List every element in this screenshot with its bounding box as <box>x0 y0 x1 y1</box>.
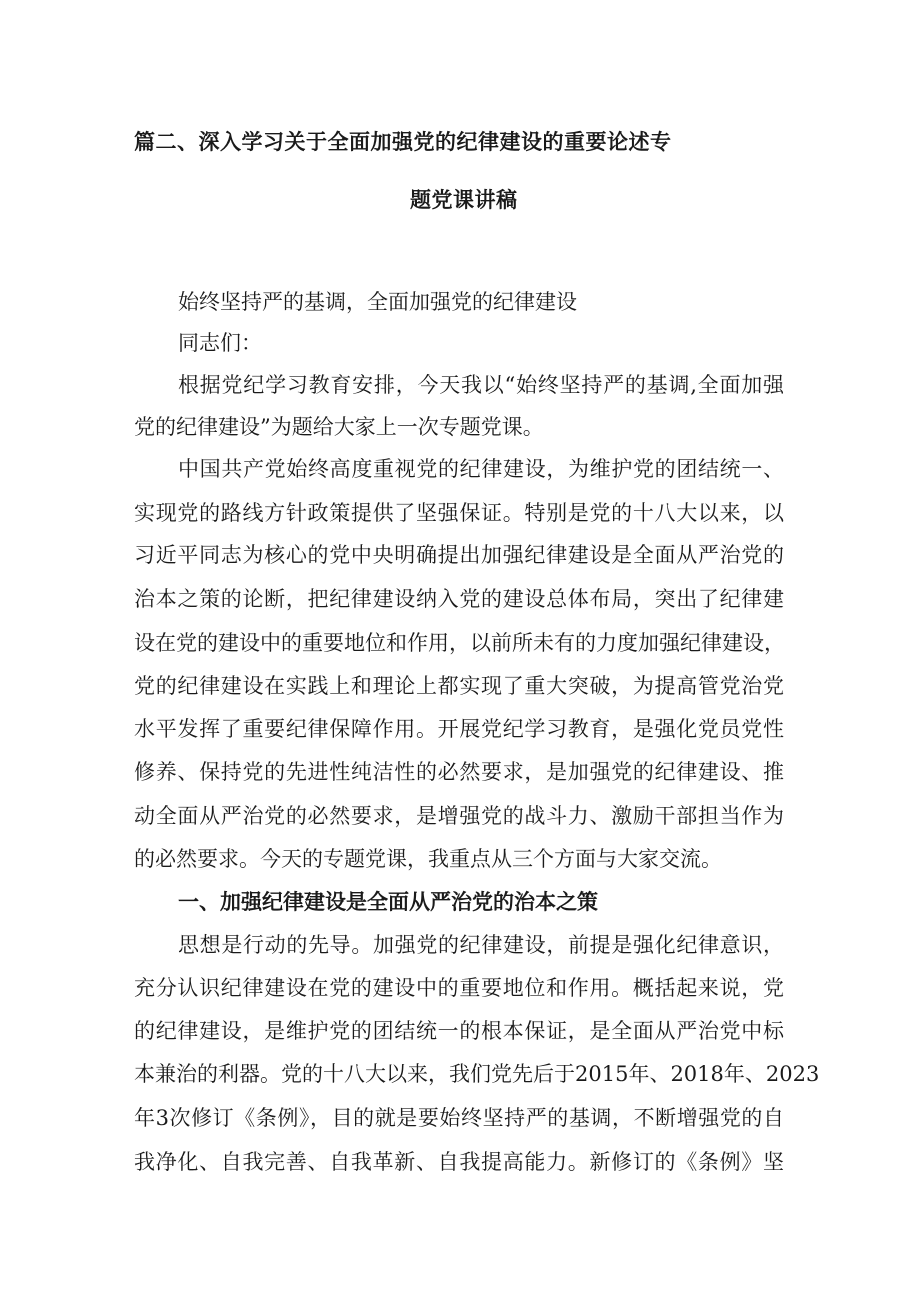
paragraph-line: 设在党的建设中的重要地位和作用，以前所未有的力度加强纪律建设， <box>134 631 785 655</box>
paragraph-line: 中国共产党始终高度重视党的纪律建设，为维护党的团结统一、 <box>178 457 784 481</box>
paragraph-line: 动全面从严治党的必然要求，是增强党的战斗力、激励干部担当作为 <box>134 804 784 828</box>
document-title-line-2: 题党课讲稿 <box>410 188 518 212</box>
salutation: 同志们： <box>178 331 262 355</box>
paragraph-line: 充分认识纪律建设在党的建设中的重要地位和作用。概括起来说，党 <box>134 976 784 1000</box>
paragraph-line: 思想是行动的先导。加强党的纪律建设，前提是强化纪律意识， <box>178 933 784 957</box>
document-title-line-1: 篇二、深入学习关于全面加强党的纪律建设的重要论述专 <box>134 130 672 154</box>
paragraph-line: 实现党的路线方针政策提供了坚强保证。特别是党的十八大以来，以 <box>134 501 784 525</box>
paragraph-line: 的纪律建设，是维护党的团结统一的根本保证，是全面从严治党中标 <box>134 1019 784 1043</box>
section-heading: 一、加强纪律建设是全面从严治党的治本之策 <box>178 890 598 914</box>
paragraph-line: 治本之策的论断，把纪律建设纳入党的建设总体布局，突出了纪律建 <box>134 587 784 611</box>
paragraph-line: 党的纪律建设”为题给大家上一次专题党课。 <box>134 415 544 439</box>
paragraph-line: 本兼治的利器。党的十八大以来，我们党先后于2015年、2018年、2023 <box>134 1062 820 1086</box>
paragraph-line: 我净化、自我完善、自我革新、自我提高能力。新修订的《条例》坚 <box>134 1150 784 1174</box>
paragraph-line: 年3次修订《条例》，目的就是要始终坚持严的基调，不断增强党的自 <box>134 1106 784 1130</box>
paragraph-line: 习近平同志为核心的党中央明确提出加强纪律建设是全面从严治党的 <box>134 543 784 567</box>
paragraph-line: 党的纪律建设在实践上和理论上都实现了重大突破，为提高管党治党 <box>134 674 784 698</box>
paragraph-line: 水平发挥了重要纪律保障作用。开展党纪学习教育，是强化党员党性 <box>134 717 784 741</box>
subtitle: 始终坚持严的基调，全面加强党的纪律建设 <box>178 290 577 314</box>
paragraph-line: 的必然要求。今天的专题党课，我重点从三个方面与大家交流。 <box>134 847 722 871</box>
paragraph-line: 修养、保持党的先进性纯洁性的必然要求，是加强党的纪律建设、推 <box>134 760 784 784</box>
paragraph-line: 根据党纪学习教育安排，今天我以“始终坚持严的基调,全面加强 <box>178 373 784 397</box>
